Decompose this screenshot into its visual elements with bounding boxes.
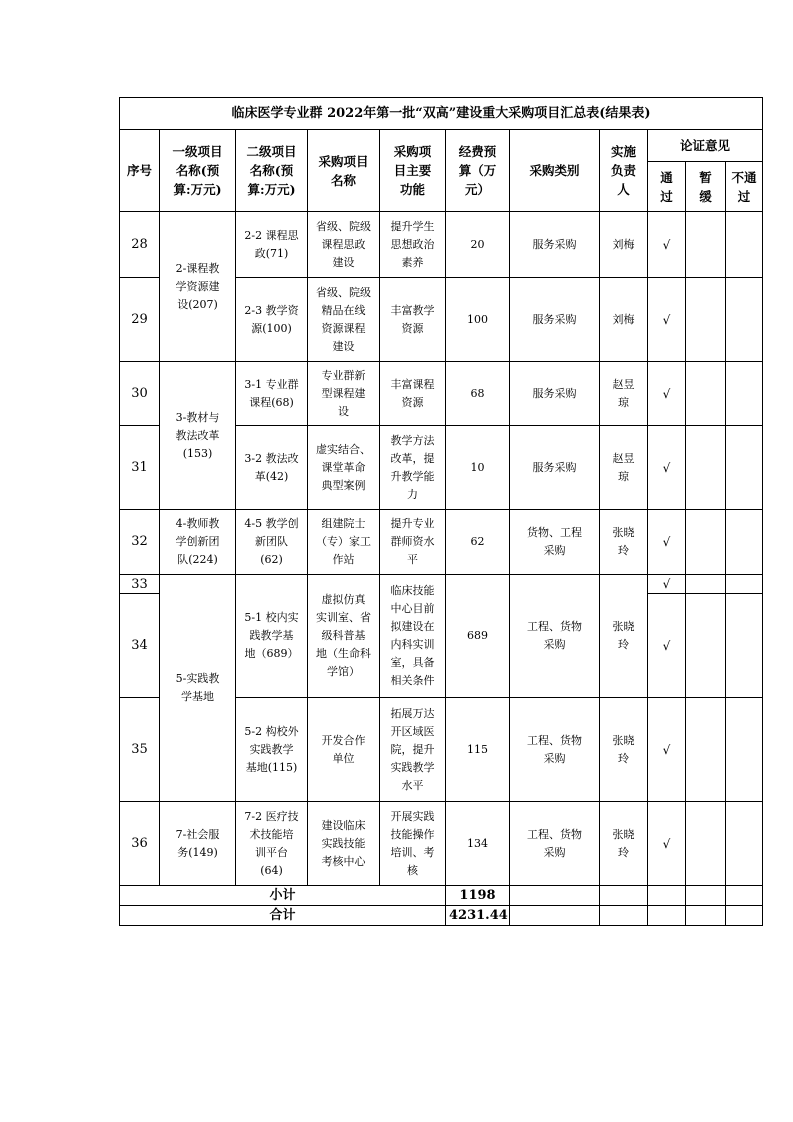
row-reject: [726, 594, 763, 698]
row-defer: [686, 510, 726, 575]
row-proc-name: 省级、院级 精品在线 资源课程 建设: [308, 278, 380, 362]
row-reject: [726, 698, 763, 802]
row-seq: 35: [120, 698, 160, 802]
empty-cell: [600, 886, 648, 906]
total-value: 4231.44: [446, 906, 510, 926]
row-category: 服务采购: [510, 426, 600, 510]
empty-cell: [648, 906, 686, 926]
row-defer: [686, 212, 726, 278]
header-level2: 二级项目 名称(预 算:万元): [236, 130, 308, 212]
row-proc-func: 丰富教学 资源: [380, 278, 446, 362]
row-level2: 7-2 医疗技 术技能培 训平台 (64): [236, 802, 308, 886]
row-reject: [726, 510, 763, 575]
group-level1: 4-教师教 学创新团 队(224): [160, 510, 236, 575]
row-proc-name: 建设临床 实践技能 考核中心: [308, 802, 380, 886]
row-proc-func: 提升专业 群师资水 平: [380, 510, 446, 575]
group-level1: 3-教材与 教法改革 (153): [160, 362, 236, 510]
row-level2: 2-3 教学资 源(100): [236, 278, 308, 362]
row-category: 服务采购: [510, 212, 600, 278]
total-row: [120, 906, 763, 926]
row-budget: 68: [446, 362, 510, 426]
empty-cell: [726, 906, 763, 926]
row-level2: 2-2 课程思 政(71): [236, 212, 308, 278]
row-proc-func: 丰富课程 资源: [380, 362, 446, 426]
header-pass: 通 过: [648, 162, 686, 212]
table-row: [120, 212, 763, 278]
row-defer: [686, 594, 726, 698]
row-category: 工程、货物 采购: [510, 802, 600, 886]
row-owner: 赵昱 琼: [600, 426, 648, 510]
empty-cell: [510, 886, 600, 906]
row-reject: [726, 802, 763, 886]
row-reject: [726, 426, 763, 510]
group-level1: 5-实践教 学基地: [160, 575, 236, 802]
header-reject: 不通 过: [726, 162, 763, 212]
row-pass-check: √: [648, 426, 686, 510]
row-proc-name: 省级、院级 课程思政 建设: [308, 212, 380, 278]
row-seq: 29: [120, 278, 160, 362]
row-budget: 100: [446, 278, 510, 362]
row-level2: 3-2 教法改 革(42): [236, 426, 308, 510]
row-proc-name: 专业群新 型课程建 设: [308, 362, 380, 426]
row-owner: 张晓 玲: [600, 698, 648, 802]
row-defer: [686, 278, 726, 362]
row-seq: 32: [120, 510, 160, 575]
header-level1: 一级项目 名称(预 算:万元): [160, 130, 236, 212]
header-seq: 序号: [120, 130, 160, 212]
total-label: 合计: [120, 906, 446, 926]
row-reject: [726, 278, 763, 362]
row-defer: [686, 575, 726, 594]
row-owner: 张晓 玲: [600, 510, 648, 575]
row-budget: 10: [446, 426, 510, 510]
row-pass-check: √: [648, 362, 686, 426]
row-proc-name: 开发合作 单位: [308, 698, 380, 802]
row-category: 服务采购: [510, 362, 600, 426]
row-proc-name: 虚拟仿真 实训室、省 级科普基 地（生命科 学馆）: [308, 575, 380, 698]
group-level1: 2-课程教 学资源建 设(207): [160, 212, 236, 362]
row-owner: 张晓 玲: [600, 575, 648, 698]
row-budget: 115: [446, 698, 510, 802]
empty-cell: [600, 906, 648, 926]
row-seq: 31: [120, 426, 160, 510]
row-category: 工程、货物 采购: [510, 698, 600, 802]
subtotal-label: 小计: [120, 886, 446, 906]
row-proc-func: 临床技能 中心目前 拟建设在 内科实训 室，具备 相关条件: [380, 575, 446, 698]
row-proc-func: 拓展万达 开区域医 院，提升 实践教学 水平: [380, 698, 446, 802]
row-budget: 62: [446, 510, 510, 575]
row-budget: 134: [446, 802, 510, 886]
row-level2: 5-2 构校外 实践教学 基地(115): [236, 698, 308, 802]
header-proc-func: 采购项 目主要 功能: [380, 130, 446, 212]
empty-cell: [686, 886, 726, 906]
empty-cell: [726, 886, 763, 906]
row-proc-name: 虚实结合、 课堂革命 典型案例: [308, 426, 380, 510]
row-pass-check: √: [648, 575, 686, 594]
row-category: 货物、工程 采购: [510, 510, 600, 575]
row-proc-func: 教学方法 改革，提 升教学能 力: [380, 426, 446, 510]
row-proc-func: 提升学生 思想政治 素养: [380, 212, 446, 278]
row-level2: 3-1 专业群 课程(68): [236, 362, 308, 426]
row-seq: 28: [120, 212, 160, 278]
row-proc-name: 组建院士 （专）家工 作站: [308, 510, 380, 575]
row-owner: 刘梅: [600, 212, 648, 278]
row-pass-check: √: [648, 698, 686, 802]
row-level2: 5-1 校内实 践教学基 地（689）: [236, 575, 308, 698]
header-proc-name: 采购项目 名称: [308, 130, 380, 212]
row-seq: 36: [120, 802, 160, 886]
row-proc-func: 开展实践 技能操作 培训、考 核: [380, 802, 446, 886]
row-category: 工程、货物 采购: [510, 575, 600, 698]
empty-cell: [686, 906, 726, 926]
header-owner: 实施 负责 人: [600, 130, 648, 212]
table-row: [120, 510, 763, 575]
row-budget: 689: [446, 575, 510, 698]
empty-cell: [648, 886, 686, 906]
row-pass-check: √: [648, 278, 686, 362]
header-defer: 暂 缓: [686, 162, 726, 212]
row-pass-check: √: [648, 594, 686, 698]
procurement-summary-table: [119, 97, 763, 926]
header-budget: 经费预 算（万 元）: [446, 130, 510, 212]
group-level1: 7-社会服 务(149): [160, 802, 236, 886]
row-reject: [726, 212, 763, 278]
subtotal-value: 1198: [446, 886, 510, 906]
row-seq: 34: [120, 594, 160, 698]
row-defer: [686, 426, 726, 510]
row-defer: [686, 802, 726, 886]
row-seq: 33: [120, 575, 160, 594]
table-row: [120, 362, 763, 426]
row-budget: 20: [446, 212, 510, 278]
row-category: 服务采购: [510, 278, 600, 362]
header-opinion: 论证意见: [648, 130, 763, 162]
row-pass-check: √: [648, 212, 686, 278]
row-pass-check: √: [648, 802, 686, 886]
table-title: 临床医学专业群 2022年第一批“双高”建设重大采购项目汇总表(结果表): [120, 98, 763, 130]
row-owner: 张晓 玲: [600, 802, 648, 886]
row-owner: 刘梅: [600, 278, 648, 362]
subtotal-row: [120, 886, 763, 906]
row-reject: [726, 362, 763, 426]
row-owner: 赵昱 琼: [600, 362, 648, 426]
header-category: 采购类别: [510, 130, 600, 212]
row-seq: 30: [120, 362, 160, 426]
row-defer: [686, 362, 726, 426]
row-defer: [686, 698, 726, 802]
table-row: [120, 802, 763, 886]
row-level2: 4-5 教学创 新团队 (62): [236, 510, 308, 575]
row-reject: [726, 575, 763, 594]
table-row: [120, 575, 763, 594]
row-pass-check: √: [648, 510, 686, 575]
empty-cell: [510, 906, 600, 926]
